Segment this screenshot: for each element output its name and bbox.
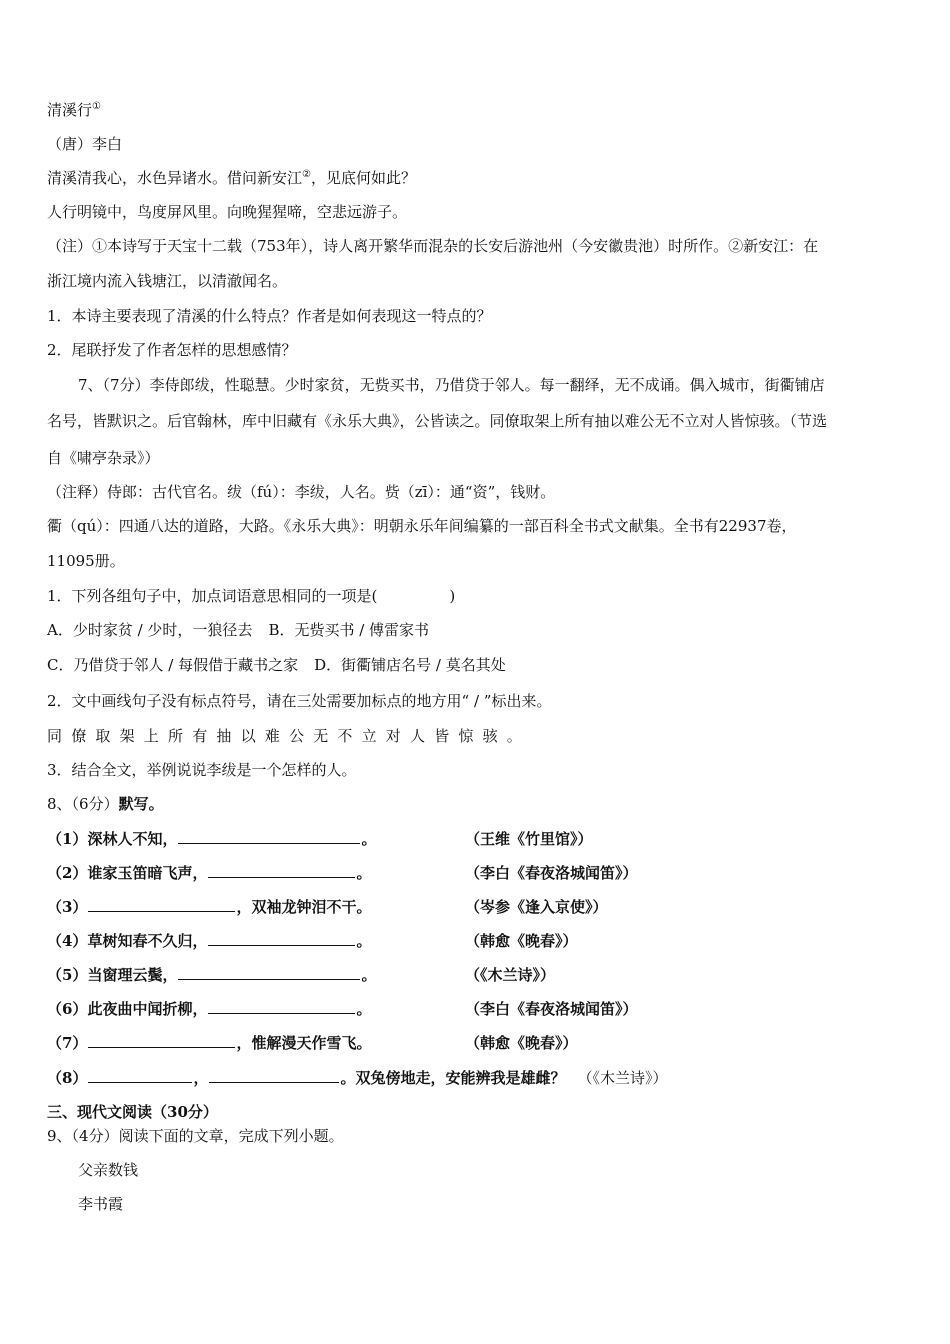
q7-options-ab bbox=[47, 620, 910, 640]
source: （《木兰诗》） bbox=[465, 966, 556, 984]
answer-blank[interactable] bbox=[208, 999, 355, 1014]
dictation-item-4: （4）草树知春不久归， 。 （韩愈《晚春》） bbox=[47, 932, 578, 950]
answer-blank[interactable] bbox=[208, 931, 355, 946]
q9-prompt: 9、（4分）阅读下面的文章，完成下列小题。 bbox=[47, 1127, 344, 1145]
poem-note-2: 浙江境内流入钱塘江，以清澈闻名。 bbox=[47, 272, 288, 290]
poem-note-1: （注）①本诗写于天宝十二载（753年），诗人离开繁华而混杂的长安后游池州（今安徽贵池）时所作。②新安江：在 bbox=[47, 237, 819, 255]
q7-gloss-line-3: 11095册。 bbox=[47, 552, 125, 570]
source: （《木兰诗》） bbox=[577, 1069, 668, 1087]
answer-blank[interactable] bbox=[209, 1068, 339, 1083]
answer-blank[interactable] bbox=[88, 1033, 235, 1048]
source: （李白《春夜洛城闻笛》） bbox=[465, 864, 638, 882]
source: （王维《竹里馆》） bbox=[465, 830, 593, 848]
answer-blank[interactable] bbox=[208, 863, 355, 878]
source: （岑参《逢入京使》） bbox=[465, 898, 608, 916]
q7-gloss-line-1: （注释）侍郎：古代官名。绂（fú）：李绂，人名。赀（zī）：通“资”，钱财。 bbox=[47, 483, 556, 501]
section-3-heading: 三、现代文阅读（30分） bbox=[47, 1103, 218, 1121]
q8-header: 8、（6分）默写。 bbox=[47, 795, 164, 813]
q7-gloss-line-2: 衢（qú）：四通八达的道路，大路。《永乐大典》：明朝永乐年间编纂的一部百科全书式文献集。全书有22937卷， bbox=[47, 517, 797, 535]
dictation-item-6: （6）此夜曲中闻折柳， 。 （李白《春夜洛城闻笛》） bbox=[47, 1000, 638, 1018]
dictation-item-3: （3） ，双袖龙钟泪不干。 （岑参《逢入京使》） bbox=[47, 898, 608, 916]
dictation-item-1: （1）深林人不知， 。 （王维《竹里馆》） bbox=[47, 830, 593, 848]
q7-sub-question-3: 3．结合全文，举例说说李绂是一个怎样的人。 bbox=[47, 761, 357, 779]
source: （韩愈《晚春》） bbox=[465, 932, 578, 950]
poem-line-2: 人行明镜中，鸟度屏风里。向晚猩猩啼，空悲远游子。 bbox=[47, 203, 408, 221]
dictation-item-7: （7） ，惟解漫天作雪飞。 （韩愈《晚春》） bbox=[47, 1034, 578, 1052]
article-title: 父亲数钱 bbox=[78, 1161, 139, 1179]
poem-title: 清溪行① bbox=[47, 101, 101, 119]
q7-passage-line-2: 名号，皆默识之。后官翰林，库中旧藏有《永乐大典》，公皆读之。同僚取架上所有抽以难公无不立对人皆惊骇。（节选 bbox=[47, 412, 828, 430]
dictation-item-8: （8） ， 。双兔傍地走，安能辨我是雄雌？ （《木兰诗》） bbox=[47, 1069, 668, 1087]
source: （李白《春夜洛城闻笛》） bbox=[465, 1000, 638, 1018]
dictation-item-2: （2）谁家玉笛暗飞声， 。 （李白《春夜洛城闻笛》） bbox=[47, 864, 638, 882]
poem-question-2: 2．尾联抒发了作者怎样的思想感情？ bbox=[47, 341, 297, 359]
source: （韩愈《晚春》） bbox=[465, 1034, 578, 1052]
option-d: D．街衢铺店名号 / 莫名其处 bbox=[314, 656, 506, 674]
q7-sub-question-2: 2．文中画线句子没有标点符号，请在三处需要加标点的地方用“ / ”标出来。 bbox=[47, 692, 552, 710]
q7-passage-line-3: 自《啸亭杂录》） bbox=[47, 449, 160, 467]
q7-sub-question-1: 1．下列各组句子中，加点词语意思相同的一项是( ) bbox=[47, 587, 456, 605]
poem-line-1: 清溪清我心，水色异诸水。借问新安江②，见底何如此？ bbox=[47, 169, 416, 187]
q7-punctuation-line: 同僚取架上所有抽以难公无不立对人皆惊骇。 bbox=[47, 727, 532, 745]
answer-blank[interactable] bbox=[178, 965, 360, 980]
answer-blank[interactable] bbox=[88, 897, 235, 912]
q7-options-cd bbox=[47, 655, 910, 675]
option-b: B．无赀买书 / 傅雷家书 bbox=[268, 621, 430, 639]
q7-passage-line-1: 7、（7分）李侍郎绂，性聪慧。少时家贫，无赀买书，乃借贷于邻人。每一翻绎，无不成诵。偶入城市，街衢铺店 bbox=[78, 376, 825, 394]
dictation-item-5: （5）当窗理云鬓， 。 （《木兰诗》） bbox=[47, 966, 556, 984]
poem-author: （唐）李白 bbox=[47, 135, 123, 153]
article-author: 李书霞 bbox=[78, 1195, 124, 1213]
poem-question-1: 1．本诗主要表现了清溪的什么特点？作者是如何表现这一特点的？ bbox=[47, 307, 492, 325]
answer-blank[interactable] bbox=[88, 1068, 192, 1083]
answer-blank[interactable] bbox=[178, 829, 360, 844]
option-a: A．少时家贫 / 少时，一狼径去 bbox=[47, 621, 253, 639]
option-c: C．乃借贷于邻人 / 每假借于藏书之家 bbox=[47, 656, 299, 674]
